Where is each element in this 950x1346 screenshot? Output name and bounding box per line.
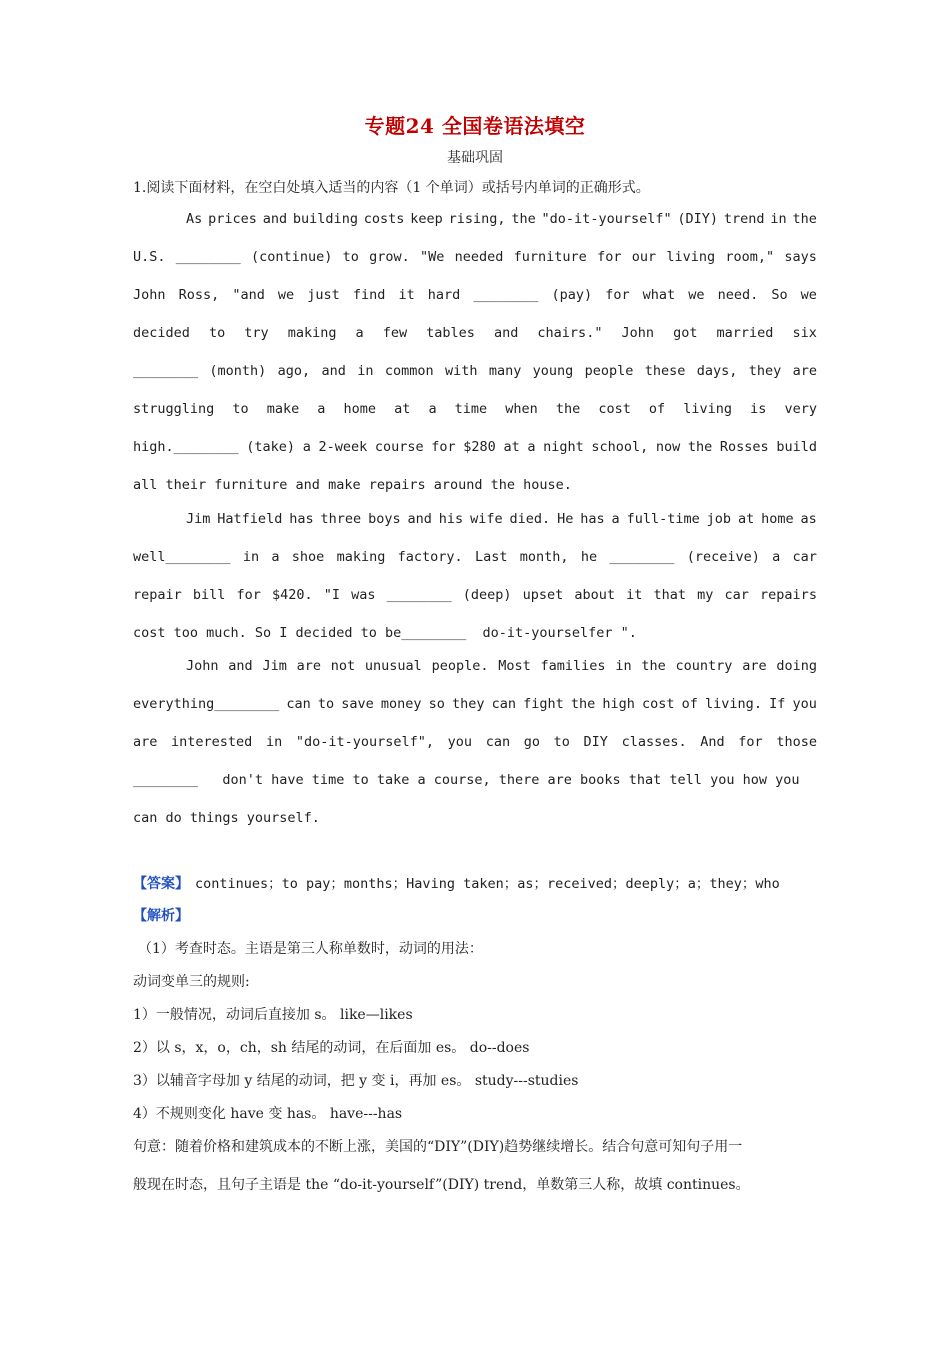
passage-word: boys [368, 511, 401, 527]
passage-line [133, 655, 817, 693]
passage-word: high.________ [133, 439, 239, 455]
passage-word: upset [522, 587, 564, 603]
passage-word: classes. [621, 734, 687, 750]
answer-text: continues；to pay；months；Having taken；as；received；deeply；a；they；who [195, 876, 780, 892]
passage-word: common [384, 363, 434, 379]
passage-word: our [631, 249, 657, 265]
passage-word: he [580, 549, 598, 565]
passage-word: ________ [386, 587, 452, 603]
passage-word: repair [133, 587, 182, 603]
passage-word: and [407, 511, 432, 527]
passage-word: school, [591, 439, 649, 455]
passage-word: got [673, 325, 698, 341]
passage-word: living [683, 401, 733, 417]
analysis-label: 【解析】 [133, 908, 189, 924]
passage-word: his [438, 511, 464, 527]
passage-word: doing [776, 658, 817, 674]
passage-paragraph-2 [133, 508, 817, 660]
passage-word: 2-week [318, 439, 368, 455]
passage-word: job [706, 511, 732, 527]
passage-word: and [321, 363, 346, 379]
passage-word: (month) [209, 363, 267, 379]
passage-word: course [374, 439, 424, 455]
passage-word: ago, [277, 363, 311, 379]
passage-line: all their furniture and make repairs around the house. [133, 477, 572, 493]
passage-word: can [286, 696, 311, 712]
passage-word: needed [454, 249, 504, 265]
passage-word: it [626, 587, 643, 603]
passage-word: (deep) [462, 587, 512, 603]
passage-word: try [244, 325, 269, 341]
passage-word: these [644, 363, 686, 379]
passage-word: "We [419, 249, 445, 265]
passage-word: So [771, 287, 788, 303]
passage-word: high [602, 696, 635, 712]
passage-word: ________ [609, 549, 675, 565]
passage-word: John [621, 325, 655, 341]
passage-word: repairs [760, 587, 817, 603]
passage-word: the [555, 401, 581, 417]
passage-word: of [681, 696, 698, 712]
passage-word: young [532, 363, 574, 379]
passage-word: we [277, 287, 295, 303]
passage-word: find [352, 287, 386, 303]
passage-word: was [351, 587, 376, 603]
passage-word: for [597, 249, 622, 265]
passage-word: John [186, 658, 219, 674]
passage-word: $280 [463, 439, 496, 455]
passage-word: a [611, 511, 620, 527]
passage-word: people. [431, 658, 489, 674]
passage-word: interested [171, 734, 253, 750]
passage-word: as [800, 511, 817, 527]
passage-word: country [675, 658, 733, 674]
passage-word: those [776, 734, 817, 750]
passage-word: three [320, 511, 362, 527]
passage-word: build [776, 439, 817, 455]
analysis-line: 2）以 s，x，o，ch，sh 结尾的动词，在后面加 es。 do--does [133, 1040, 530, 1056]
passage-word: very [784, 401, 817, 417]
passage-word: (receive) [686, 549, 760, 565]
passage-word: U.S. [133, 249, 166, 265]
passage-line [133, 584, 817, 622]
passage-word: money [380, 696, 422, 712]
passage-line [133, 508, 817, 546]
passage-word: "do-it-yourself" [541, 211, 672, 227]
passage-word: a [271, 549, 280, 565]
passage-word: are [133, 734, 158, 750]
passage-word: is [750, 401, 767, 417]
passage-word: Jim [262, 658, 287, 674]
passage-word: many [488, 363, 522, 379]
analysis-line: （1）考查时态。主语是第三人称单数时，动词的用法： [138, 941, 483, 957]
analysis-line: 3）以辅音字母加 y 结尾的动词，把 y 变 i，再加 es。 study---studies [133, 1073, 579, 1089]
passage-word: you [792, 696, 817, 712]
passage-word: when [505, 401, 538, 417]
passage-word: rising, [448, 211, 506, 227]
passage-word: of [648, 401, 666, 417]
passage-word: and [262, 211, 288, 227]
passage-line [133, 693, 817, 731]
passage-word: home [761, 511, 794, 527]
passage-word: Rosses [719, 439, 769, 455]
passage-word: can [485, 734, 511, 750]
passage-word: car [792, 549, 817, 565]
passage-line [133, 436, 817, 474]
passage-word: in [265, 734, 283, 750]
passage-word: building [292, 211, 358, 227]
passage-word: they [452, 696, 485, 712]
passage-word: furniture [513, 249, 587, 265]
passage-line [133, 731, 817, 769]
passage-word: at [394, 401, 411, 417]
passage-word: hard [427, 287, 461, 303]
passage-word: factory. [397, 549, 463, 565]
passage-word: "I [323, 587, 341, 603]
passage-word: that [653, 587, 687, 603]
passage-word: cost [598, 401, 631, 417]
analysis-line: 动词变单三的规则: [133, 974, 250, 990]
answer-label: 【答案】 [133, 876, 189, 892]
passage-line [133, 546, 817, 584]
answer-section [133, 872, 780, 893]
passage-paragraph-1 [133, 208, 817, 512]
passage-line: ________ don't have time to take a course, there are books that tell you how you [133, 772, 800, 788]
passage-word: wife [470, 511, 503, 527]
passage-word: making [336, 549, 386, 565]
passage-word: As [186, 211, 203, 227]
passage-word: cost [642, 696, 675, 712]
passage-word: living [666, 249, 716, 265]
passage-word: now [655, 439, 681, 455]
passage-word: with [444, 363, 478, 379]
passage-word: night [543, 439, 584, 455]
passage-word: month, [519, 549, 569, 565]
passage-word: for [605, 287, 630, 303]
passage-word: living. [705, 696, 762, 712]
passage-word: to [317, 696, 335, 712]
passage-line [133, 398, 817, 436]
passage-word: the [570, 696, 596, 712]
passage-word: room," [725, 249, 775, 265]
passage-word: (continue) [251, 249, 333, 265]
passage-line: cost too much. So I decided to be________ do-it-yourselfer ". [133, 625, 637, 641]
passage-word: Ross, [178, 287, 220, 303]
passage-word: Last [474, 549, 508, 565]
passage-word: about [574, 587, 616, 603]
passage-word: (DIY) [677, 211, 719, 227]
passage-word: He [557, 511, 574, 527]
passage-word: at [737, 511, 755, 527]
passage-word: decided [133, 325, 190, 341]
passage-word: ________ [175, 249, 241, 265]
passage-word: are [792, 363, 817, 379]
passage-word: and [493, 325, 519, 341]
passage-word: the [792, 211, 817, 227]
passage-word: it [398, 287, 415, 303]
passage-word: few [382, 325, 408, 341]
passage-word: we [688, 287, 705, 303]
passage-word: need. [717, 287, 759, 303]
passage-word: are [742, 658, 767, 674]
passage-word: so [428, 696, 445, 712]
passage-word: people [584, 363, 634, 379]
passage-word: fight [523, 696, 564, 712]
passage-word: they [748, 363, 782, 379]
passage-word: (take) [246, 439, 296, 455]
passage-word: days, [696, 363, 738, 379]
analysis-line: 4）不规则变化 have 变 has。 have---has [133, 1106, 403, 1122]
passage-word: are [296, 658, 321, 674]
passage-word: a [355, 325, 364, 341]
analysis-line: 般现在时态，且句子主语是 the “do-it-yourself”(DIY) trend，单数第三人称，故填 continues。 [133, 1177, 750, 1193]
passage-word: says [784, 249, 817, 265]
passage-word: "and [232, 287, 265, 303]
analysis-line: 句意：随着价格和建筑成本的不断上涨，美国的“DIY”(DIY)趋势继续增长。结合句意可知句子用一 [133, 1139, 743, 1155]
passage-word: Hatfield [217, 511, 283, 527]
passage-word: bill [192, 587, 226, 603]
passage-word: has [289, 511, 314, 527]
passage-word: a [302, 439, 311, 455]
passage-word: home [343, 401, 377, 417]
passage-word: for [236, 587, 261, 603]
passage-word: making [287, 325, 337, 341]
passage-word: shoe [291, 549, 325, 565]
passage-paragraph-3 [133, 655, 817, 845]
section-subtitle: 基础巩固 [447, 150, 503, 166]
passage-word: to [342, 249, 359, 265]
passage-word: at [503, 439, 520, 455]
passage-word: everything________ [133, 696, 280, 712]
passage-word: a [428, 401, 437, 417]
passage-word: go [523, 734, 540, 750]
passage-word: costs [363, 211, 405, 227]
passage-word: John [133, 287, 166, 303]
passage-word: car [724, 587, 749, 603]
passage-line [133, 360, 817, 398]
passage-word: ________ [133, 363, 199, 379]
passage-word: married [716, 325, 774, 341]
passage-word: a [317, 401, 326, 417]
page-title: 专题24 全国卷语法填空 [364, 114, 586, 138]
passage-word: trend [723, 211, 765, 227]
passage-word: to [232, 401, 249, 417]
passage-word: time [454, 401, 488, 417]
passage-word: just [307, 287, 340, 303]
passage-word: a [527, 439, 536, 455]
passage-word: in [242, 549, 260, 565]
passage-word: my [697, 587, 714, 603]
passage-word: DIY [583, 734, 608, 750]
passage-line [133, 246, 817, 284]
passage-word: If [769, 696, 786, 712]
passage-word: not [330, 658, 356, 674]
passage-word: $420. [272, 587, 313, 603]
passage-word: to [208, 325, 226, 341]
passage-word: the [641, 658, 666, 674]
passage-word: families [540, 658, 606, 674]
question-instruction: 1.阅读下面材料，在空白处填入适当的内容（1 个单词）或括号内单词的正确形式。 [133, 180, 650, 196]
passage-word: the [511, 211, 536, 227]
passage-word: the [687, 439, 713, 455]
passage-line [133, 284, 817, 322]
passage-word: six [792, 325, 817, 341]
passage-word: has [580, 511, 605, 527]
passage-word: for [431, 439, 456, 455]
passage-word: in [357, 363, 374, 379]
passage-word: for [738, 734, 763, 750]
passage-word: a [772, 549, 781, 565]
passage-line [133, 208, 817, 246]
passage-word: prices [208, 211, 257, 227]
passage-word: (pay) [551, 287, 593, 303]
passage-word: "do-it-yourself", [295, 734, 435, 750]
passage-word: well________ [133, 549, 231, 565]
passage-word: to [553, 734, 570, 750]
passage-word: chairs." [537, 325, 603, 341]
passage-word: unusual [364, 658, 422, 674]
passage-word: save [341, 696, 374, 712]
passage-word: tables [426, 325, 475, 341]
passage-word: in [770, 211, 787, 227]
analysis-line: 1）一般情况，动词后直接加 s。 like—likes [133, 1007, 413, 1023]
passage-word: can [491, 696, 517, 712]
passage-word: keep [410, 211, 443, 227]
passage-word: Most [498, 658, 531, 674]
passage-word: full-time [626, 511, 700, 527]
passage-word: grow. [369, 249, 410, 265]
passage-word: died. [509, 511, 551, 527]
passage-word: you [447, 734, 473, 750]
passage-word: ________ [473, 287, 539, 303]
passage-word: and [228, 658, 253, 674]
passage-word: And [700, 734, 725, 750]
passage-word: Jim [186, 511, 211, 527]
passage-word: what [642, 287, 676, 303]
passage-word: in [615, 658, 632, 674]
passage-word: make [266, 401, 300, 417]
passage-line: can do things yourself. [133, 810, 320, 826]
passage-word: we [800, 287, 817, 303]
passage-word: struggling [133, 401, 215, 417]
passage-line [133, 322, 817, 360]
